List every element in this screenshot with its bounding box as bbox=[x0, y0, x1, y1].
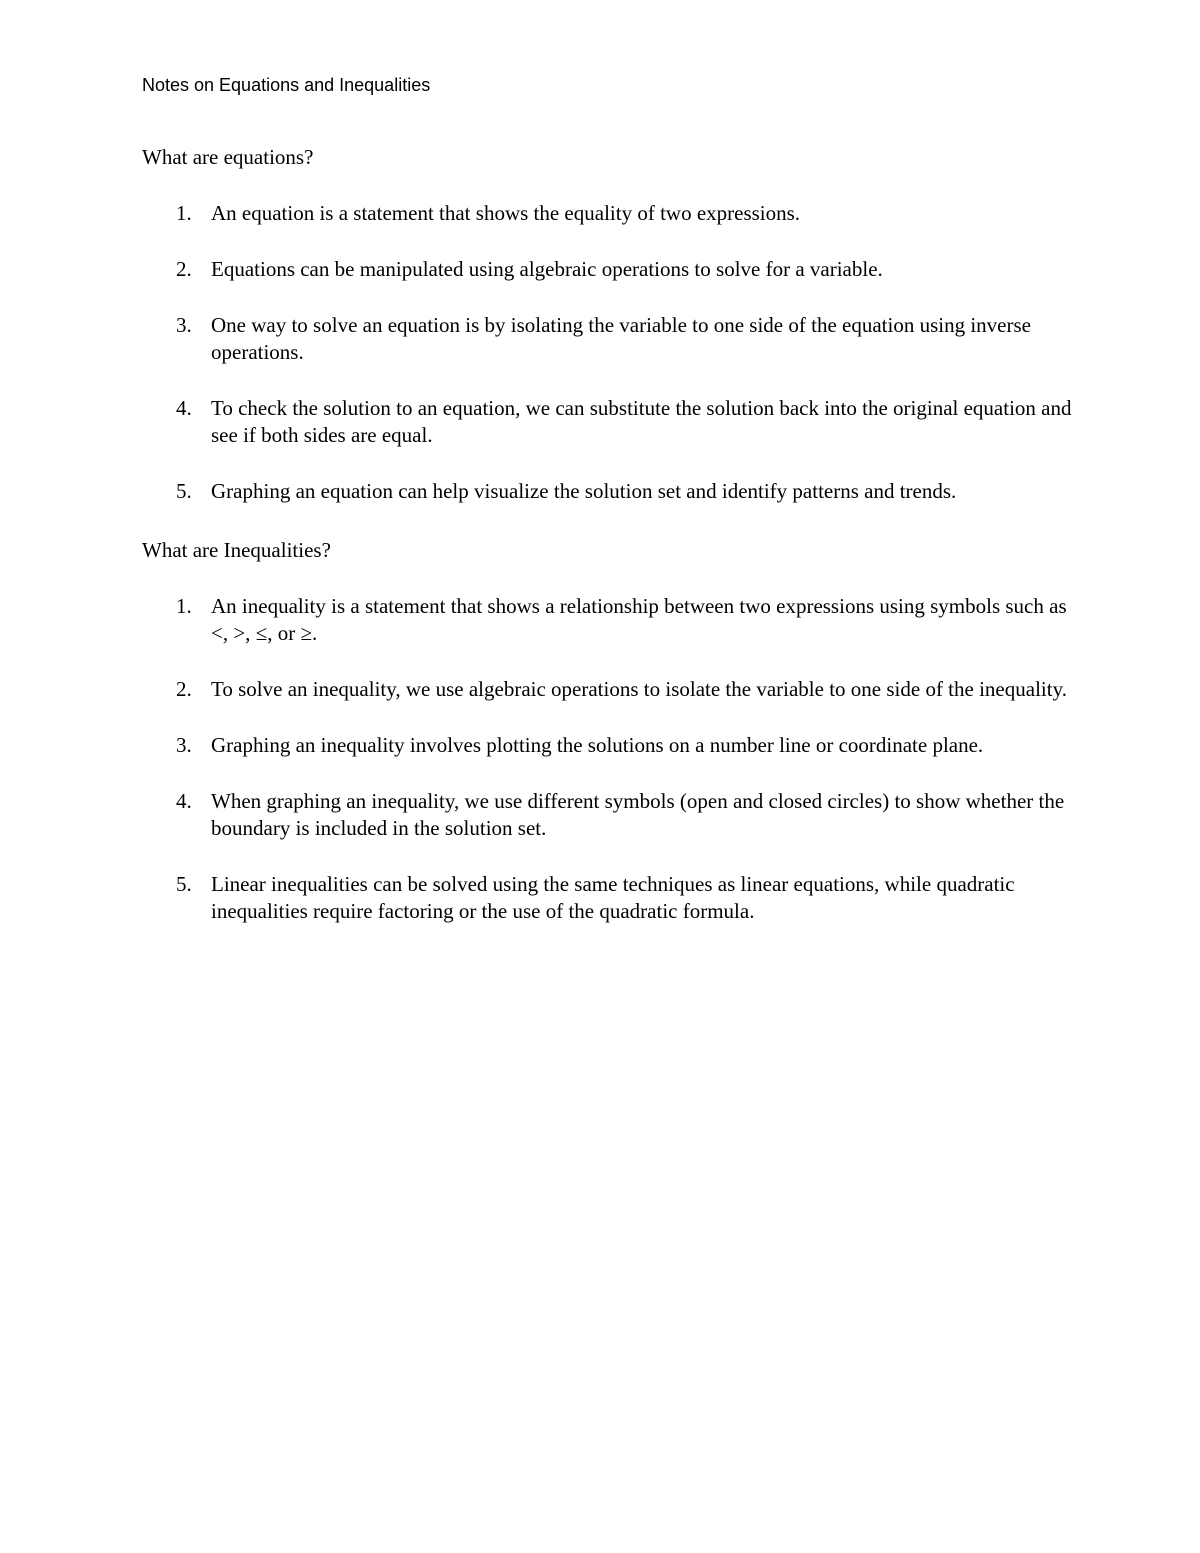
list-item bbox=[142, 256, 1072, 283]
list-item-number: 4. bbox=[176, 789, 192, 813]
section-heading-inequalities: What are Inequalities? bbox=[142, 538, 331, 562]
list-item bbox=[142, 676, 1072, 703]
list-item bbox=[142, 395, 1072, 449]
list-item bbox=[142, 478, 1072, 505]
list-item-text: One way to solve an equation is by isolating the variable to one side of the equation using inverse operations. bbox=[211, 313, 1031, 364]
list-item bbox=[142, 593, 1072, 647]
section-equations bbox=[142, 144, 1072, 534]
list-item-text: To check the solution to an equation, we can substitute the solution back into the original equation and see if both sides are equal. bbox=[211, 396, 1072, 447]
list-item-text: Graphing an inequality involves plotting the solutions on a number line or coordinate plane. bbox=[211, 733, 984, 757]
document-title: Notes on Equations and Inequalities bbox=[142, 75, 431, 95]
list-item-number: 5. bbox=[176, 872, 192, 896]
list-item-text: Equations can be manipulated using algebraic operations to solve for a variable. bbox=[211, 257, 883, 281]
list-item-text: Linear inequalities can be solved using the same techniques as linear equations, while quadratic inequalities require factoring or the use of the quadratic formula. bbox=[211, 872, 1015, 923]
list-item-number: 1. bbox=[176, 201, 192, 225]
list-item-number: 3. bbox=[176, 313, 192, 337]
list-item bbox=[142, 200, 1072, 227]
list-item-text: An equation is a statement that shows the equality of two expressions. bbox=[211, 201, 801, 225]
inequalities-list bbox=[142, 593, 1072, 925]
list-item-text: An inequality is a statement that shows a relationship between two expressions using symbols such as <, >, ≤, or ≥. bbox=[211, 594, 1067, 645]
list-item bbox=[142, 732, 1072, 759]
list-item-text: When graphing an inequality, we use different symbols (open and closed circles) to show whether the boundary is included in the solution set. bbox=[211, 789, 1065, 840]
list-item bbox=[142, 788, 1072, 842]
section-heading-equations: What are equations? bbox=[142, 145, 314, 169]
equations-list bbox=[142, 200, 1072, 505]
section-inequalities bbox=[142, 537, 1072, 954]
list-item-number: 5. bbox=[176, 479, 192, 503]
list-item-number: 2. bbox=[176, 677, 192, 701]
list-item-number: 2. bbox=[176, 257, 192, 281]
list-item bbox=[142, 312, 1072, 366]
list-item bbox=[142, 871, 1072, 925]
list-item-number: 4. bbox=[176, 396, 192, 420]
list-item-number: 1. bbox=[176, 594, 192, 618]
list-item-number: 3. bbox=[176, 733, 192, 757]
list-item-text: To solve an inequality, we use algebraic operations to isolate the variable to one side of the inequality. bbox=[211, 677, 1067, 701]
list-item-text: Graphing an equation can help visualize the solution set and identify patterns and trends. bbox=[211, 479, 957, 503]
